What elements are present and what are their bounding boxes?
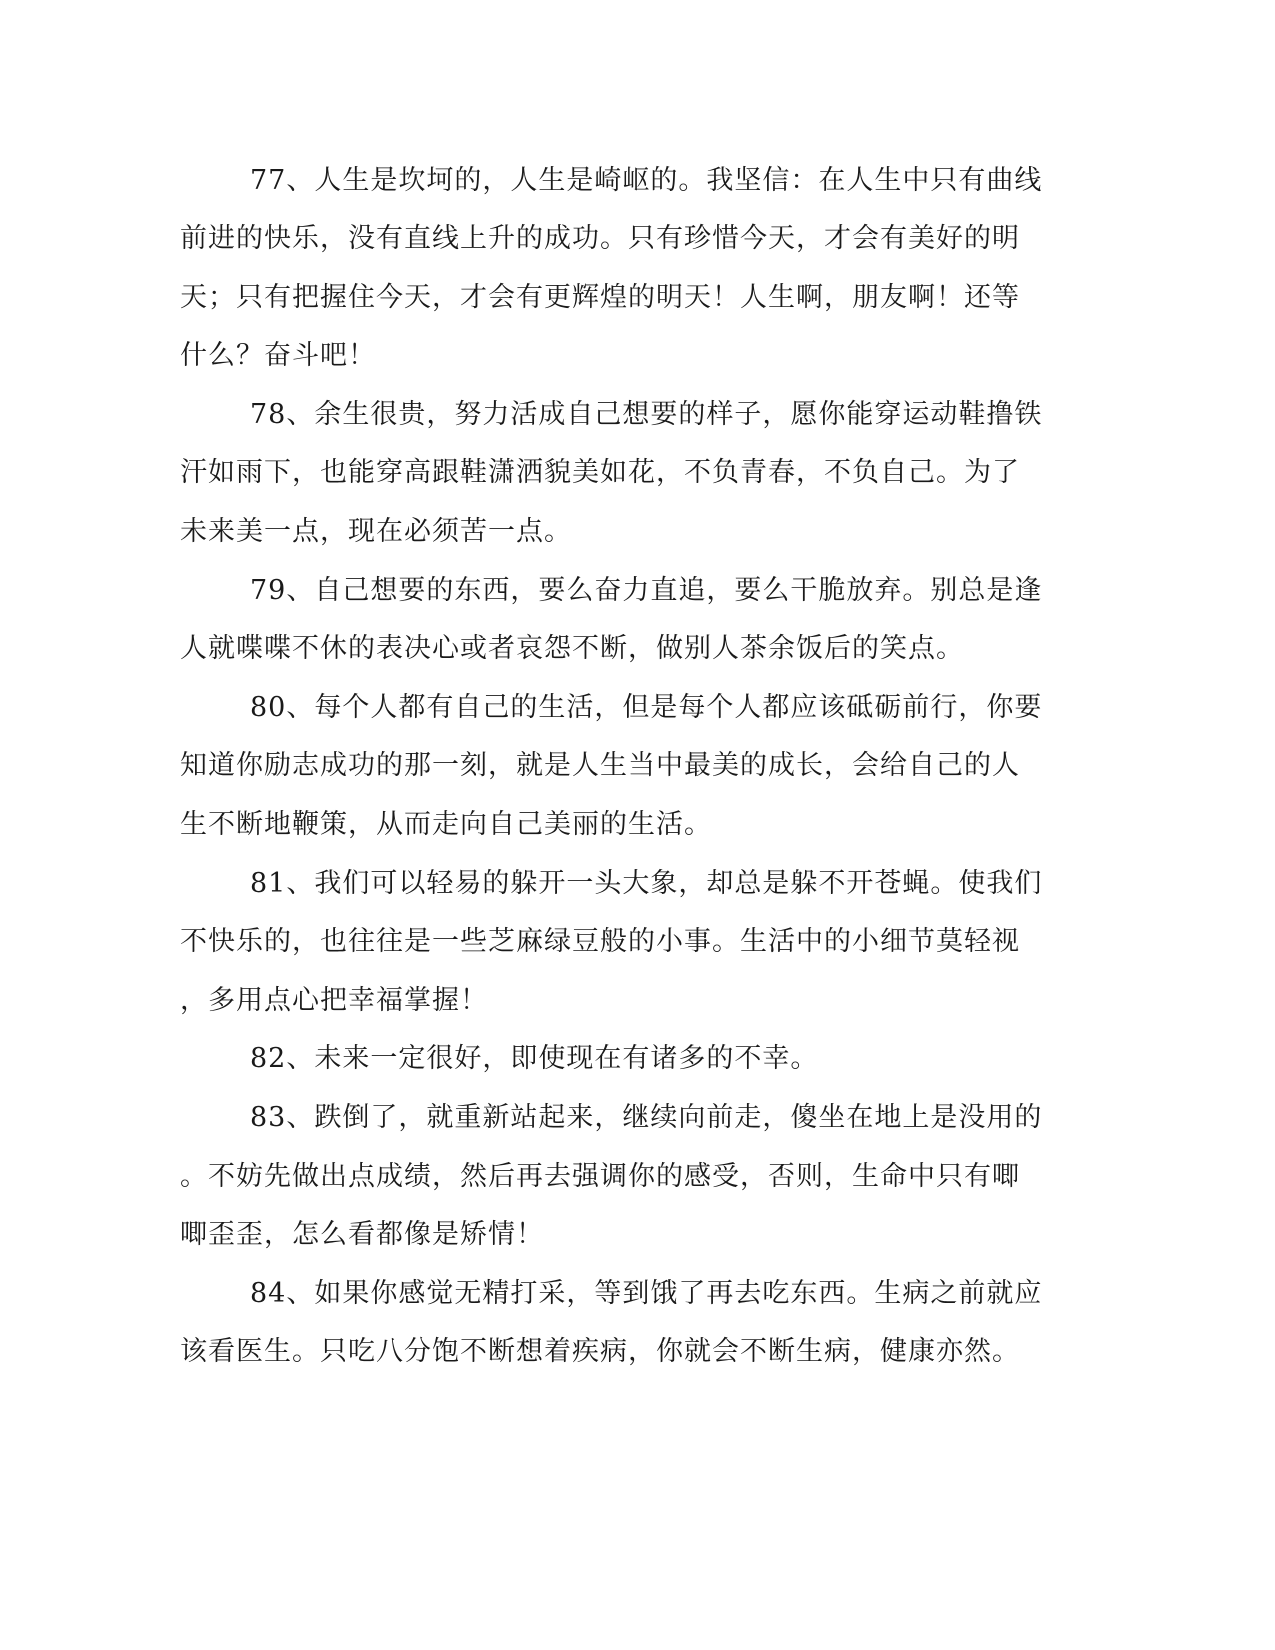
paragraph-84-line-2: 该看医生。只吃八分饱不断想着疾病，你就会不断生病，健康亦然。: [180, 1336, 1020, 1367]
paragraph-77-line-2: 前进的快乐，没有直线上升的成功。只有珍惜今天，才会有美好的明: [180, 223, 1020, 254]
paragraph-81-line-2: 不快乐的，也往往是一些芝麻绿豆般的小事。生活中的小细节莫轻视: [180, 926, 1020, 957]
paragraph-82-line-1: 82、未来一定很好，即使现在有诸多的不幸。: [250, 1043, 819, 1074]
paragraph-80-line-1: 80、每个人都有自己的生活，但是每个人都应该砥砺前行，你要: [250, 692, 1043, 723]
paragraph-77-line-3: 天；只有把握住今天，才会有更辉煌的明天！人生啊，朋友啊！还等: [180, 282, 1020, 313]
paragraph-84-line-1: 84、如果你感觉无精打采，等到饿了再去吃东西。生病之前就应: [250, 1278, 1043, 1309]
paragraph-79-line-1: 79、自己想要的东西，要么奋力直追，要么干脆放弃。别总是逢: [250, 575, 1043, 606]
paragraph-78-line-3: 未来美一点，现在必须苦一点。: [180, 516, 572, 547]
paragraph-80-line-3: 生不断地鞭策，从而走向自己美丽的生活。: [180, 809, 712, 840]
paragraph-81-line-3: ，多用点心把幸福掌握！: [180, 985, 488, 1016]
paragraph-79-line-2: 人就喋喋不休的表决心或者哀怨不断，做别人茶余饭后的笑点。: [180, 633, 964, 664]
paragraph-77-line-1: 77、人生是坎坷的，人生是崎岖的。我坚信：在人生中只有曲线: [250, 165, 1043, 196]
paragraph-81-line-1: 81、我们可以轻易的躲开一头大象，却总是躲不开苍蝇。使我们: [250, 868, 1043, 899]
paragraph-80-line-2: 知道你励志成功的那一刻，就是人生当中最美的成长，会给自己的人: [180, 750, 1020, 781]
paragraph-83-line-3: 唧歪歪，怎么看都像是矫情！: [180, 1219, 544, 1250]
paragraph-78-line-2: 汗如雨下，也能穿高跟鞋潇洒貌美如花，不负青春，不负自己。为了: [180, 457, 1020, 488]
paragraph-83-line-1: 83、跌倒了，就重新站起来，继续向前走，傻坐在地上是没用的: [250, 1102, 1043, 1133]
paragraph-83-line-2: 。不妨先做出点成绩，然后再去强调你的感受，否则，生命中只有唧: [180, 1161, 1020, 1192]
paragraph-78-line-1: 78、余生很贵，努力活成自己想要的样子，愿你能穿运动鞋撸铁: [250, 399, 1043, 430]
paragraph-77-line-4: 什么？奋斗吧！: [180, 340, 376, 371]
